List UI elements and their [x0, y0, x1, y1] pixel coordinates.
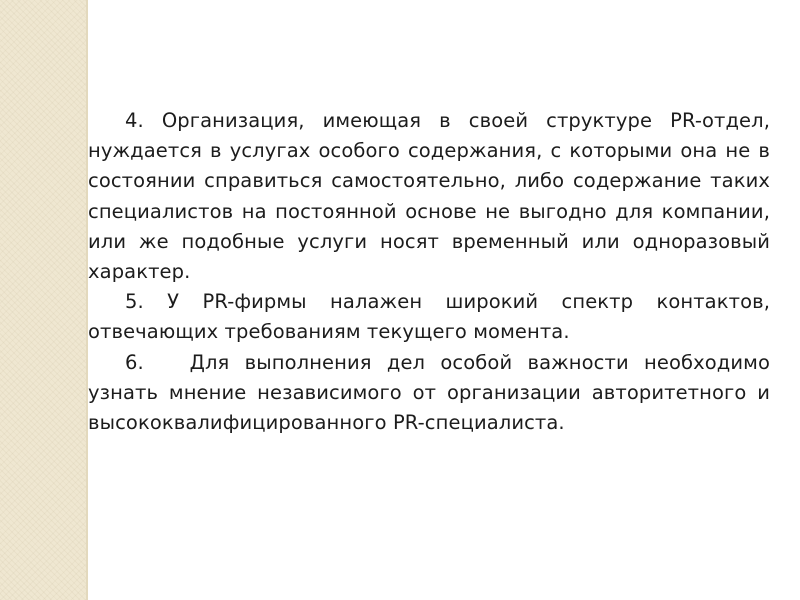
decorative-side-strip — [0, 0, 86, 600]
paragraph-item-5: 5. У PR-фирмы налажен широкий спектр контактов, отвечающих требованиям текущего момента. — [88, 290, 770, 344]
slide-text-body — [88, 106, 777, 438]
paragraph-item-4: 4. Организация, имеющая в своей структуре PR-отдел, нуждается в услугах особого содержания, с которыми она не в состоянии справиться самостоятельно, либо содержание таких специалистов на постоянной основе не выгодно для компании, или же подобные услуги носят временный или одноразовый характер. — [88, 109, 770, 284]
paragraph-item-6: 6. Для выполнения дел особой важности необходимо узнать мнение независимого от организации авторитетного и высококвалифицированного PR-специалиста. — [88, 350, 777, 435]
